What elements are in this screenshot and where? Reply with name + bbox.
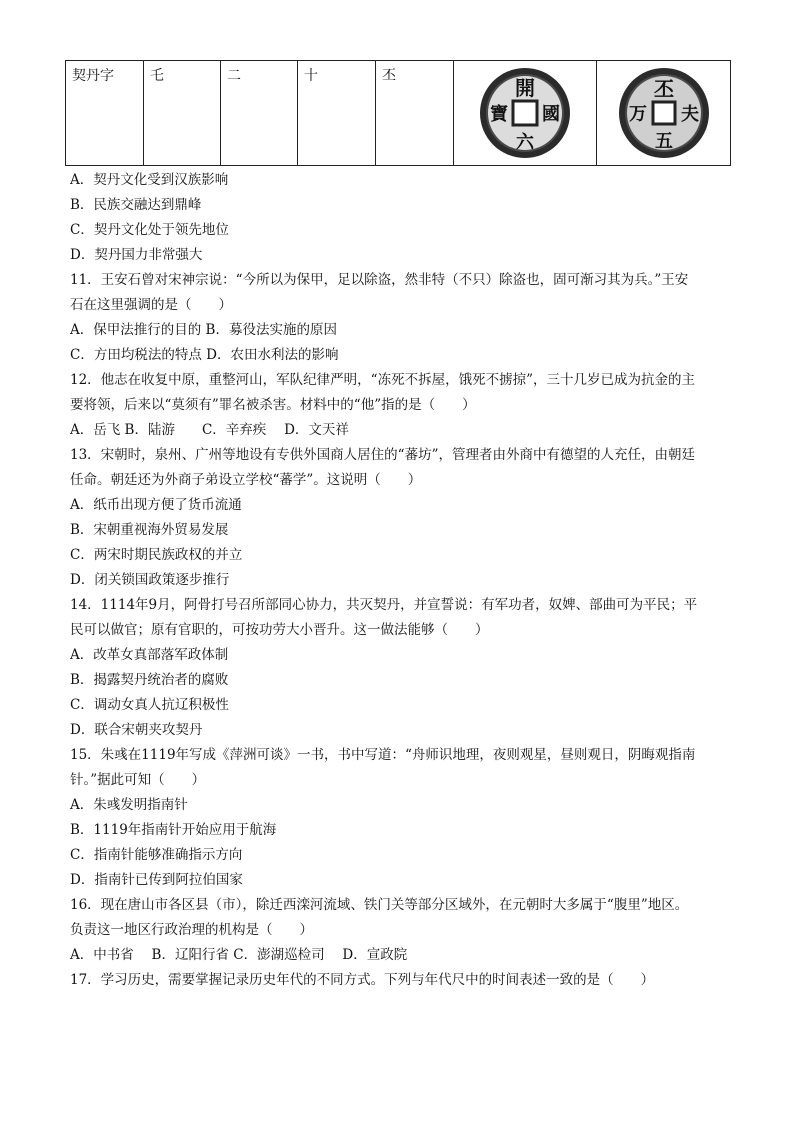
option-13d: D．闭关锁国政策逐步推行: [70, 572, 230, 588]
question-12-stem-cont: 要将领，后来以“莫须有”罪名被杀害。材料中的“他”指的是（ ）: [70, 397, 476, 413]
question-14-stem: 14．1114年9月，阿骨打号召所部同心协力，共灭契丹，并宣誓说：有军功者，奴婢、部曲可为平民；平: [70, 597, 698, 613]
coin-1-glyph-top: 開: [515, 76, 535, 100]
option-15b: B．1119年指南针开始应用于航海: [70, 822, 277, 838]
option-15a: A．朱彧发明指南针: [70, 797, 188, 813]
question-14-stem-cont: 民可以做官；原有官职的，可按功劳大小晋升。这一做法能够（ ）: [70, 622, 489, 638]
option-10d: D．契丹国力非常强大: [70, 247, 203, 263]
options-12: A．岳飞 B．陆游 C．辛弃疾 D．文天祥: [70, 422, 349, 438]
option-14b: B．揭露契丹统治者的腐败: [70, 672, 229, 688]
khitan-coin-1-image: [477, 65, 573, 161]
table-cell-char-1: 乇: [144, 61, 221, 166]
coin-1-glyph-right: 國: [542, 104, 560, 125]
table-label-khitan-script: 契丹字: [66, 61, 144, 166]
option-15d: D．指南针已传到阿拉伯国家: [70, 872, 243, 888]
coin-2-glyph-right: 夫: [680, 104, 699, 125]
question-13-stem: 13．宋朝时，泉州、广州等地设有专供外国商人居住的“蕃坊”，管理者由外商中有德望的人充任，由朝廷: [70, 447, 695, 463]
coin-1-glyph-bottom: 六: [516, 132, 534, 153]
table-cell-coin-2: [597, 61, 731, 166]
question-11-stem: 11．王安石曾对宋神宗说：“今所以为保甲，足以除盗，然非特（不只）除盗也，固可渐习其为兵。”王安: [70, 272, 689, 288]
coin-2-glyph-top: 丕: [653, 77, 674, 101]
question-15-stem: 15．朱彧在1119年写成《萍洲可谈》一书，书中写道：“舟师识地理，夜则观星，昼则观日，阴晦观指南: [70, 747, 696, 763]
table-cell-coin-1: [454, 61, 597, 166]
option-10b: B．民族交融达到鼎峰: [70, 197, 202, 213]
table-cell-char-4: 丕: [376, 61, 454, 166]
option-10c: C．契丹文化处于领先地位: [70, 222, 229, 238]
options-11ab: A．保甲法推行的目的 B．募役法实施的原因: [70, 322, 337, 338]
question-15-stem-cont: 针。”据此可知（ ）: [70, 772, 206, 788]
option-13c: C．两宋时期民族政权的并立: [70, 547, 243, 563]
question-17-stem: 17．学习历史，需要掌握记录历史年代的不同方式。下列与年代尺中的时间表述一致的是（ ）: [70, 972, 655, 988]
options-16: A．中书省 B．辽阳行省 C．澎湖巡检司 D．宣政院: [70, 947, 408, 963]
table-cell-char-2: 二: [221, 61, 298, 166]
option-14d: D．联合宋朝夹攻契丹: [70, 722, 203, 738]
question-13-stem-cont: 任命。朝廷还为外商子弟设立学校“蕃学”。这说明（ ）: [70, 472, 422, 488]
question-12-stem: 12．他志在收复中原，重整河山，军队纪律严明，“冻死不拆屋，饿死不掳掠”，三十几岁已成为抗金的主: [70, 372, 695, 388]
khitan-script-table: [65, 60, 731, 166]
option-13b: B．宋朝重视海外贸易发展: [70, 522, 229, 538]
question-11-stem-cont: 石在这里强调的是（ ）: [70, 297, 232, 313]
option-15c: C．指南针能够准确指示方向: [70, 847, 243, 863]
question-16-stem-cont: 负责这一地区行政治理的机构是（ ）: [70, 922, 313, 938]
option-14c: C．调动女真人抗辽积极性: [70, 697, 229, 713]
coin-2-glyph-left: 万: [628, 104, 647, 125]
option-13a: A．纸币出现方便了货币流通: [70, 497, 242, 513]
table-cell-char-3: 十: [298, 61, 376, 166]
option-10a: A．契丹文化受到汉族影响: [70, 172, 229, 188]
khitan-coin-2-image: [616, 65, 712, 161]
question-16-stem: 16．现在唐山市各区县（市），除迁西滦河流域、铁门关等部分区域外，在元朝时大多属于“腹里”地区。: [70, 897, 689, 913]
coin-2-glyph-bottom: 五: [654, 131, 673, 152]
option-14a: A．改革女真部落军政体制: [70, 647, 229, 663]
options-11cd: C．方田均税法的特点 D．农田水利法的影响: [70, 347, 339, 363]
question-text: [70, 168, 740, 993]
coin-1-glyph-left: 寶: [490, 104, 508, 125]
